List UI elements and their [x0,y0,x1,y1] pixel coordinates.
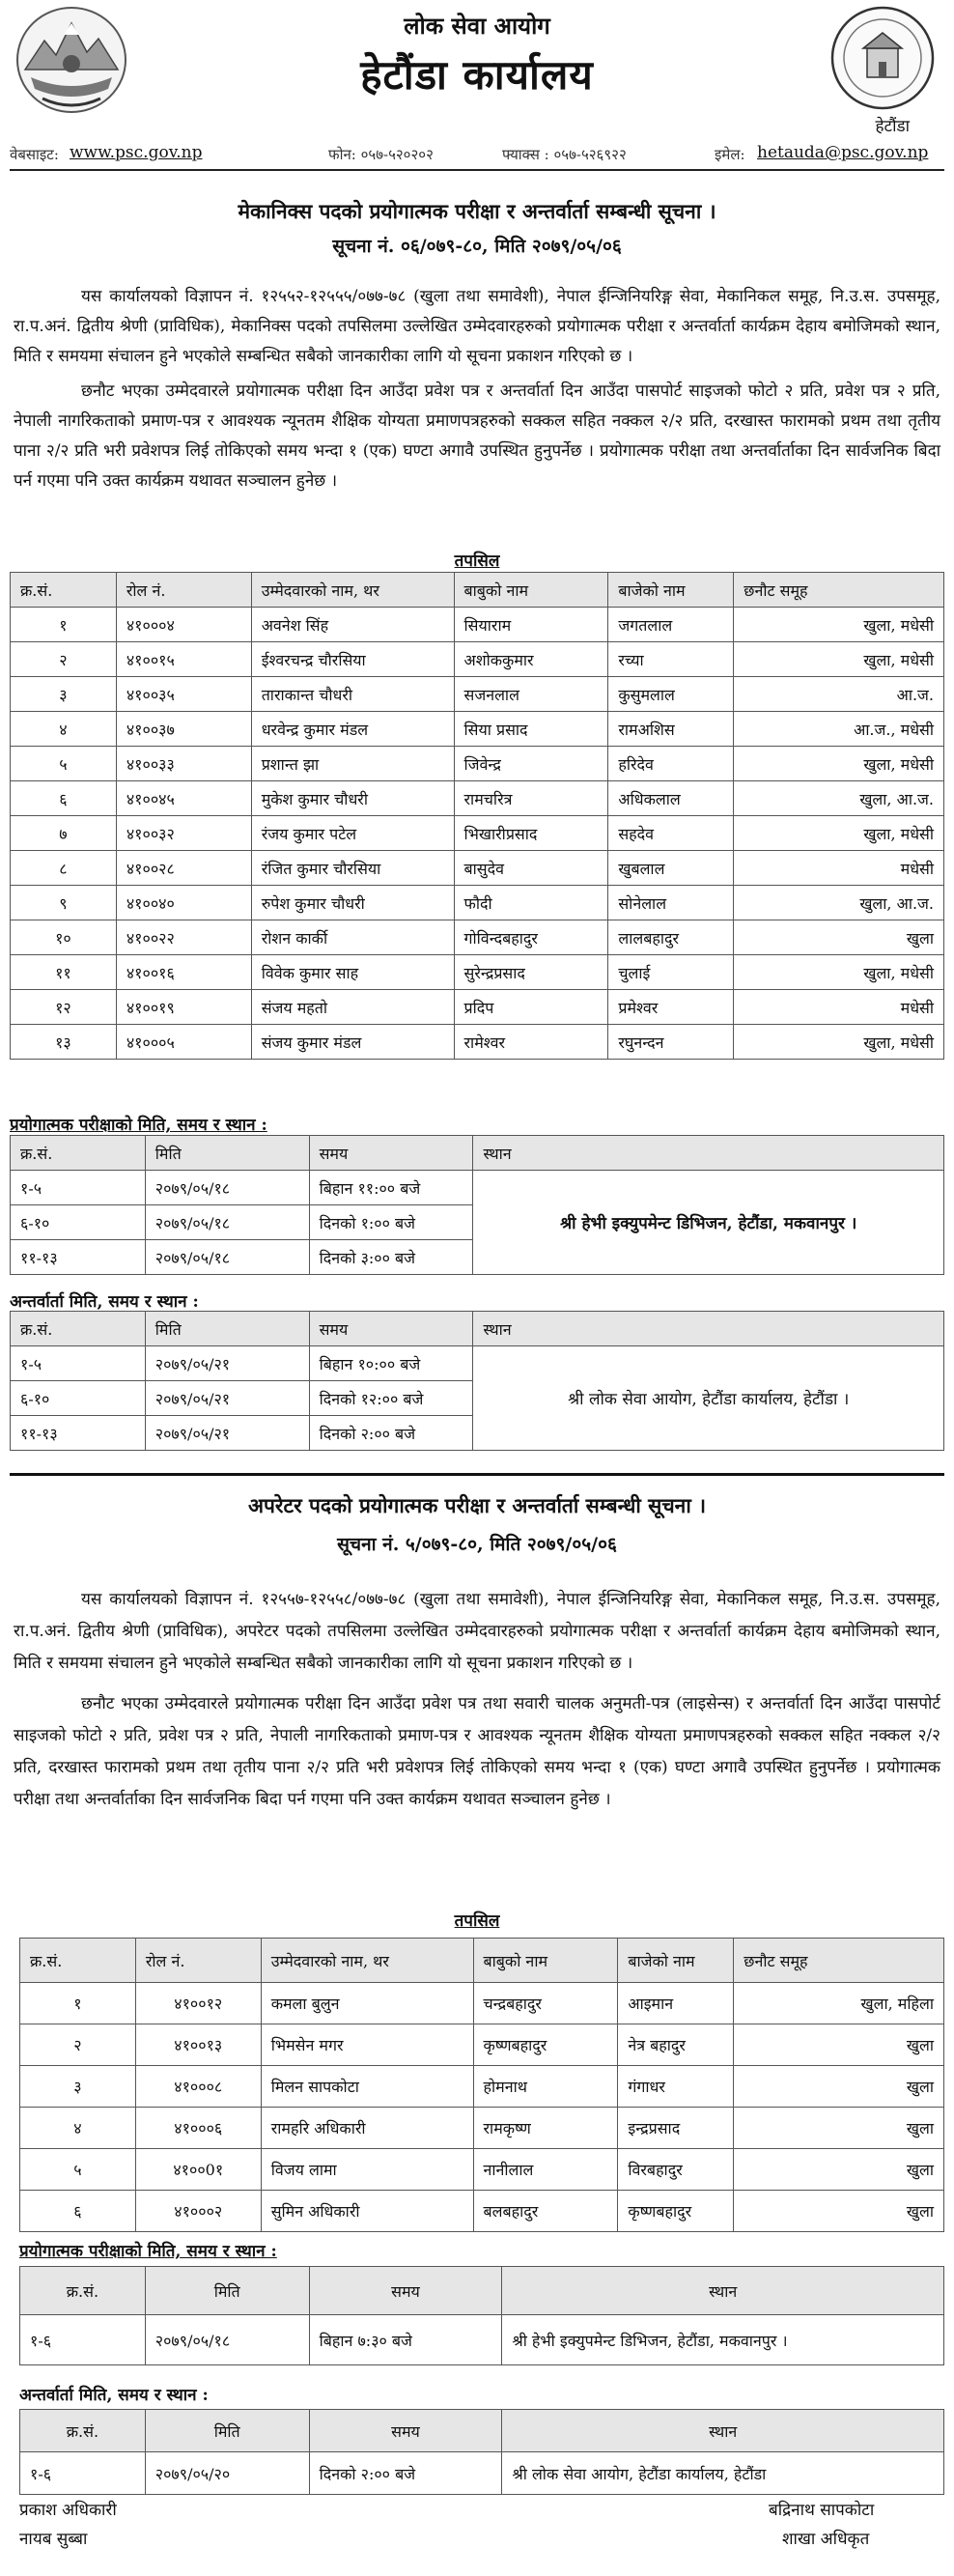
cell-father: बासुदेव [454,851,608,886]
email-link[interactable]: hetauda@psc.gov.np [757,143,929,162]
header-time: समय [309,1136,473,1171]
cell-name: मिलन सापकोटा [261,2066,473,2108]
table-row [11,920,944,955]
cell-group: खुला, मधेसी [734,816,944,851]
notice2-number: सूचना नं. ५/०७९-८०, मिति २०७९/०५/०६ [337,1534,617,1555]
notice1-interview-table [10,1311,944,1451]
cell-grandfather: सहदेव [608,816,734,851]
cell-group: खुला [734,920,944,955]
header-serial: क्र.सं. [20,2410,146,2452]
cell-grandfather: लालबहादुर [608,920,734,955]
cell-time: दिनको १:०० बजे [309,1205,473,1240]
table-row [11,712,944,747]
notice1-candidate-table [10,572,944,1060]
cell-date: २०७९/०५/१८ [145,1171,309,1205]
notice1-interview-caption: अन्तर्वार्ता मिति, समय र स्थान : [10,1292,199,1312]
notice2-practical-caption: प्रयोगात्मक परीक्षाको मिति, समय र स्थान : [19,2242,277,2261]
cell-grandfather: रघुनन्दन [608,1025,734,1060]
cell-venue: श्री हेभी इक्युपमेन्ट डिभिजन, हेटौंडा, मकवानपुर । [473,1171,944,1275]
header-serial: क्र.सं. [20,2267,146,2315]
cell-roll: ४१००४५ [116,781,251,816]
cell-father: अशोककुमार [454,642,608,677]
notice2-tapsil-caption: तपसिल [454,1911,500,1931]
header-date: मिति [145,1136,309,1171]
table-row [11,747,944,781]
cell-serial: १-५ [11,1346,146,1381]
header-father: बाबुको नाम [473,1939,618,1983]
cell-serial: १० [11,920,117,955]
cell-venue: श्री लोक सेवा आयोग, हेटौंडा कार्यालय, हेटौंडा [502,2452,944,2495]
cell-group: खुला, मधेसी [734,1025,944,1060]
cell-grandfather: रामअशिस [608,712,734,747]
header-time: समय [309,2410,502,2452]
signatory-title: शाखा अधिकृत [782,2530,870,2549]
cell-serial: ७ [11,816,117,851]
table-row [11,781,944,816]
cell-group: खुला, आ.ज. [734,886,944,920]
cell-father: गोविन्दबहादुर [454,920,608,955]
notice1-number: सूचना नं. ०६/०७९-८०, मिति २०७९/०५/०६ [332,236,622,257]
cell-serial: ४ [20,2108,136,2149]
cell-grandfather: गंगाधर [618,2066,734,2108]
header-serial: क्र.सं. [11,573,117,608]
notice2-title: अपरेटर पदको प्रयोगात्मक परीक्षा र अन्तर्वार्ता सम्बन्धी सूचना । [247,1493,707,1517]
table-row [11,886,944,920]
cell-roll: ४१००१५ [116,642,251,677]
header-venue: स्थान [502,2410,944,2452]
cell-time: दिनको २:०० बजे [309,1416,473,1451]
fax-info: फ्याक्स : ०५७-५२६९२२ [502,146,627,163]
cell-father: नानीलाल [473,2149,618,2191]
cell-roll: ४१००१९ [116,990,251,1025]
cell-serial: ११-१३ [11,1416,146,1451]
cell-roll: ४१००0१ [135,2149,261,2191]
cell-time: बिहान १०:०० बजे [309,1346,473,1381]
header-rule [10,169,944,171]
cell-grandfather: विरबहादुर [618,2149,734,2191]
cell-father: जिवेन्द्र [454,747,608,781]
table-row [20,2149,944,2191]
header-serial: क्र.सं. [20,1939,136,1983]
cell-group: खुला, मधेसी [734,608,944,642]
cell-date: २०७९/०५/२१ [145,1381,309,1416]
cell-date: २०७९/०५/१८ [145,1205,309,1240]
cell-roll: ४१००१३ [135,2024,261,2066]
notice2-candidate-table [19,1938,944,2232]
cell-father: चन्द्रबहादुर [473,1983,618,2024]
header-roll: रोल नं. [116,573,251,608]
cell-name: रुपेश कुमार चौधरी [251,886,454,920]
header-group: छनौट समूह [734,1939,944,1983]
cell-grandfather: नेत्र बहादुर [618,2024,734,2066]
cell-group: खुला, मधेसी [734,747,944,781]
email-label: इमेल: [715,146,745,163]
cell-date: २०७९/०५/२१ [145,1346,309,1381]
table-row [11,990,944,1025]
table-row [20,2191,944,2232]
cell-father: रामचरित्र [454,781,608,816]
cell-group: खुला, महिला [734,1983,944,2024]
notice1-practical-table [10,1135,944,1275]
cell-serial: १-६ [20,2452,146,2495]
table-header-row [11,1136,944,1171]
notice1-paragraph-2: छनौट भएका उम्मेदवारले प्रयोगात्मक परीक्षा दिन आउँदा प्रवेश पत्र र अन्तर्वार्ता दिन आउँदा पासपोर्ट साइजको फोटो २ प्रति, प्रवेश पत्र २ प्रति, नेपाली नागरिकताको प्रमाण-पत्र र आवश्यक न्यूनतम शैक्षिक योग्यता प्रमाणपत्रहरुको सक्कल सहित नक्कल २/२ प्रति, दरखास्त फारामको प्रथम तथा तृतीय पाना २/२ प्रति भरी प्रवेशपत्र लिई तोकिएको समय भन्दा १ (एक) घण्टा अगावै उपस्थित हुनुपर्नेछ । प्रयोगात्मक परीक्षा तथा अन्तर्वार्ताका दिन सार्वजनिक बिदा पर्न गएमा पनि उक्त कार्यक्रम यथावत सञ्चालन हुनेछ । [14,382,940,491]
office-name: हेटौंडा कार्यालय [360,51,594,99]
header-venue: स्थान [502,2267,944,2315]
cell-serial: ८ [11,851,117,886]
cell-grandfather: अधिकलाल [608,781,734,816]
cell-father: रामेश्वर [454,1025,608,1060]
cell-name: ताराकान्त चौधरी [251,677,454,712]
cell-name: भिमसेन मगर [261,2024,473,2066]
cell-roll: ४१००३५ [116,677,251,712]
cell-father: सुरेन्द्रप्रसाद [454,955,608,990]
cell-grandfather: कुसुमलाल [608,677,734,712]
table-row [20,2066,944,2108]
table-row [20,2452,944,2495]
table-row [11,1346,944,1381]
notice2-paragraph-2: छनौट भएका उम्मेदवारले प्रयोगात्मक परीक्षा दिन आउँदा प्रवेश पत्र तथा सवारी चालक अनुमती-पत्र (लाइसेन्स) र अन्तर्वार्ता दिन आउँदा पासपोर्ट साइजको फोटो २ प्रति, प्रवेश पत्र २ प्रति, नेपाली नागरिकताको प्रमाण-पत्र र आवश्यक न्यूनतम शैक्षिक योग्यता प्रमाणपत्रहरुको सक्कल सहित नक्कल २/२ प्रति, दरखास्त फारामको प्रथम तथा तृतीय पाना २/२ प्रति भरी प्रवेशपत्र लिई तोकिएको समय भन्दा १ (एक) घण्टा अगावै उपस्थित हुनुपर्नेछ । प्रयोगात्मक परीक्षा तथा अन्तर्वार्ताका दिन सार्वजनिक बिदा पर्न गएमा पनि उक्त कार्यक्रम यथावत सञ्चालन हुनेछ । [14,1694,940,1809]
header-date: मिति [145,2410,309,2452]
cell-time: दिनको २:०० बजे [309,2452,502,2495]
cell-serial: ३ [11,677,117,712]
cell-father: रामकृष्ण [473,2108,618,2149]
cell-father: सियाराम [454,608,608,642]
header-time: समय [309,1312,473,1346]
notice1-title: मेकानिक्स पदको प्रयोगात्मक परीक्षा र अन्तर्वार्ता सम्बन्धी सूचना । [238,199,716,223]
cell-time: बिहान ७:३० बजे [309,2315,502,2365]
cell-name: ईश्वरचन्द्र चौरसिया [251,642,454,677]
header-time: समय [309,2267,502,2315]
cell-group: खुला [734,2149,944,2191]
cell-date: २०७९/०५/२० [145,2452,309,2495]
cell-grandfather: प्रमेश्वर [608,990,734,1025]
cell-serial: ५ [11,747,117,781]
phone-info: फोन: ०५७-५२०२०२ [328,146,434,163]
cell-group: मधेसी [734,990,944,1025]
letterhead [0,0,954,169]
cell-father: फौदी [454,886,608,920]
cell-grandfather: सोनेलाल [608,886,734,920]
cell-roll: ४१००२२ [116,920,251,955]
table-header-row [20,2410,944,2452]
table-header-row [20,1939,944,1983]
cell-roll: ४१००३३ [116,747,251,781]
cell-father: बलबहादुर [473,2191,618,2232]
header-roll: रोल नं. [135,1939,261,1983]
header-father: बाबुको नाम [454,573,608,608]
signature-left [19,2496,117,2554]
table-header-row [11,1312,944,1346]
header-venue: स्थान [473,1312,944,1346]
cell-date: २०७९/०५/२१ [145,1416,309,1451]
header-serial: क्र.सं. [11,1136,146,1171]
cell-time: दिनको ३:०० बजे [309,1240,473,1275]
cell-serial: १ [11,608,117,642]
cell-name: विवेक कुमार साह [251,955,454,990]
cell-grandfather: रच्या [608,642,734,677]
cell-name: सुमिन अधिकारी [261,2191,473,2232]
cell-serial: ५ [20,2149,136,2191]
header-grandfather: बाजेको नाम [618,1939,734,1983]
cell-group: खुला [734,2191,944,2232]
table-row [11,1025,944,1060]
cell-grandfather: कृष्णबहादुर [618,2191,734,2232]
cell-name: संजय कुमार मंडल [251,1025,454,1060]
cell-name: रंजित कुमार चौरसिया [251,851,454,886]
cell-name: कमला बुलुन [261,1983,473,2024]
cell-name: विजय लामा [261,2149,473,2191]
signatory-title: नायब सुब्बा [19,2530,88,2549]
cell-serial: ६-१० [11,1205,146,1240]
cell-serial: ६-१० [11,1381,146,1416]
table-header-row [20,2267,944,2315]
cell-roll: ४१००३७ [116,712,251,747]
cell-father: सजनलाल [454,677,608,712]
cell-roll: ४१०००४ [116,608,251,642]
notice2-interview-caption: अन्तर्वार्ता मिति, समय र स्थान : [19,2386,209,2405]
section-divider [10,1473,944,1476]
table-row [11,955,944,990]
table-row [11,1171,944,1205]
website-label: वेबसाइट: [10,146,59,163]
signatory-name: बद्रिनाथ सापकोटा [769,2501,875,2520]
cell-serial: ११-१३ [11,1240,146,1275]
logo-caption: हेटौंडा [875,117,910,136]
cell-roll: ४१००३२ [116,816,251,851]
cell-group: मधेसी [734,851,944,886]
cell-date: २०७९/०५/१८ [145,1240,309,1275]
cell-father: प्रदिप [454,990,608,1025]
cell-group: खुला [734,2108,944,2149]
header-venue: स्थान [473,1136,944,1171]
cell-serial: १२ [11,990,117,1025]
cell-grandfather: आइमान [618,1983,734,2024]
cell-roll: ४१००४० [116,886,251,920]
cell-name: रंजय कुमार पटेल [251,816,454,851]
cell-name: संजय महतो [251,990,454,1025]
cell-serial: ६ [11,781,117,816]
table-row [11,851,944,886]
cell-roll: ४१०००८ [135,2066,261,2108]
header-date: मिति [145,1312,309,1346]
cell-name: प्रशान्त झा [251,747,454,781]
notice1-tapsil-caption: तपसिल [454,552,500,571]
table-row [20,1983,944,2024]
cell-serial: ११ [11,955,117,990]
table-row [20,2024,944,2066]
cell-serial: ९ [11,886,117,920]
organization-name: लोक सेवा आयोग [404,12,550,40]
header-date: मिति [145,2267,309,2315]
cell-name: धरवेन्द्र कुमार मंडल [251,712,454,747]
cell-grandfather: इन्द्रप्रसाद [618,2108,734,2149]
cell-serial: ४ [11,712,117,747]
cell-roll: ४१००१६ [116,955,251,990]
cell-venue: श्री हेभी इक्युपमेन्ट डिभिजन, हेटौंडा, मकवानपुर । [502,2315,944,2365]
table-row [20,2315,944,2365]
cell-group: आ.ज., मधेसी [734,712,944,747]
cell-father: कृष्णबहादुर [473,2024,618,2066]
cell-serial: १३ [11,1025,117,1060]
notice1-paragraph-1: यस कार्यालयको विज्ञापन नं. १२५५२-१२५५५/०७७-७८ (खुला तथा समावेशी), नेपाल ईन्जिनियरिङ्ग सेवा, मेकानिकल समूह, नि.उ.स. उपसमूह, रा.प.अनं. द्वितीय श्रेणी (प्राविधिक), मेकानिक्स पदको तपसिलमा उल्लेखित उम्मेदवारहरुको प्रयोगात्मक परीक्षा र अन्तर्वार्ता कार्यक्रम देहाय बमोजिमको स्थान, मिति र समयमा संचालन हुने भएकोले सम्बन्धित सबैको जानकारीका लागि यो सूचना प्रकाशन गरिएको छ । [14,287,940,366]
cell-serial: १ [20,1983,136,2024]
table-row [11,677,944,712]
cell-serial: २ [20,2024,136,2066]
notice2-practical-table [19,2266,944,2365]
cell-grandfather: खुबलाल [608,851,734,886]
table-row [11,816,944,851]
table-row [11,642,944,677]
table-row [11,608,944,642]
cell-roll: ४१०००५ [116,1025,251,1060]
cell-time: दिनको १२:०० बजे [309,1381,473,1416]
cell-serial: २ [11,642,117,677]
cell-time: बिहान ११:०० बजे [309,1171,473,1205]
notice1-practical-caption: प्रयोगात्मक परीक्षाको मिति, समय र स्थान : [10,1116,267,1135]
cell-father: सिया प्रसाद [454,712,608,747]
cell-serial: ३ [20,2066,136,2108]
cell-name: मुकेश कुमार चौधरी [251,781,454,816]
header-name: उम्मेदवारको नाम, थर [251,573,454,608]
signatory-name: प्रकाश अधिकारी [19,2501,117,2520]
cell-father: भिखारीप्रसाद [454,816,608,851]
header-grandfather: बाजेको नाम [608,573,734,608]
cell-group: आ.ज. [734,677,944,712]
cell-name: अवनेश सिंह [251,608,454,642]
cell-grandfather: जगतलाल [608,608,734,642]
header-group: छनौट समूह [734,573,944,608]
cell-father: होमनाथ [473,2066,618,2108]
contact-bar [10,145,944,168]
table-row [20,2108,944,2149]
notice2-interview-table [19,2409,944,2495]
cell-name: रोशन कार्की [251,920,454,955]
cell-serial: १-५ [11,1171,146,1205]
cell-roll: ४१०००६ [135,2108,261,2149]
cell-grandfather: चुलाई [608,955,734,990]
cell-serial: ६ [20,2191,136,2232]
cell-roll: ४१००२८ [116,851,251,886]
website-link[interactable]: www.psc.gov.np [70,143,203,162]
header-serial: क्र.सं. [11,1312,146,1346]
cell-group: खुला, मधेसी [734,642,944,677]
header-name: उम्मेदवारको नाम, थर [261,1939,473,1983]
notice2-paragraph-1: यस कार्यालयको विज्ञापन नं. १२५५७-१२५५८/०७७-७८ (खुला तथा समावेशी), नेपाल ईन्जिनियरिङ्ग सेवा, मेकानिकल समूह, नि.उ.स. उपसमूह, रा.प.अनं. द्वितीय श्रेणी (प्राविधिक), अपरेटर पदको तपसिलमा उल्लेखित उम्मेदवारहरुको प्रयोगात्मक परीक्षा र अन्तर्वार्ता कार्यक्रम देहाय बमोजिमको स्थान, मिति र समयमा संचालन हुने भएकोले सम्बन्धित सबैको जानकारीका लागि यो सूचना प्रकाशन गरिएको छ । [14,1590,940,1673]
cell-group: खुला [734,2024,944,2066]
cell-group: खुला [734,2066,944,2108]
cell-venue: श्री लोक सेवा आयोग, हेटौंडा कार्यालय, हेटौंडा । [473,1346,944,1451]
signature-right [769,2496,874,2554]
psc-logo-icon [825,4,940,112]
cell-group: खुला, आ.ज. [734,781,944,816]
cell-group: खुला, मधेसी [734,955,944,990]
table-header-row [11,573,944,608]
cell-serial: १-६ [20,2315,146,2365]
cell-roll: ४१००१२ [135,1983,261,2024]
cell-name: रामहरि अधिकारी [261,2108,473,2149]
cell-roll: ४१०००२ [135,2191,261,2232]
cell-date: २०७९/०५/१८ [145,2315,309,2365]
cell-grandfather: हरिदेव [608,747,734,781]
